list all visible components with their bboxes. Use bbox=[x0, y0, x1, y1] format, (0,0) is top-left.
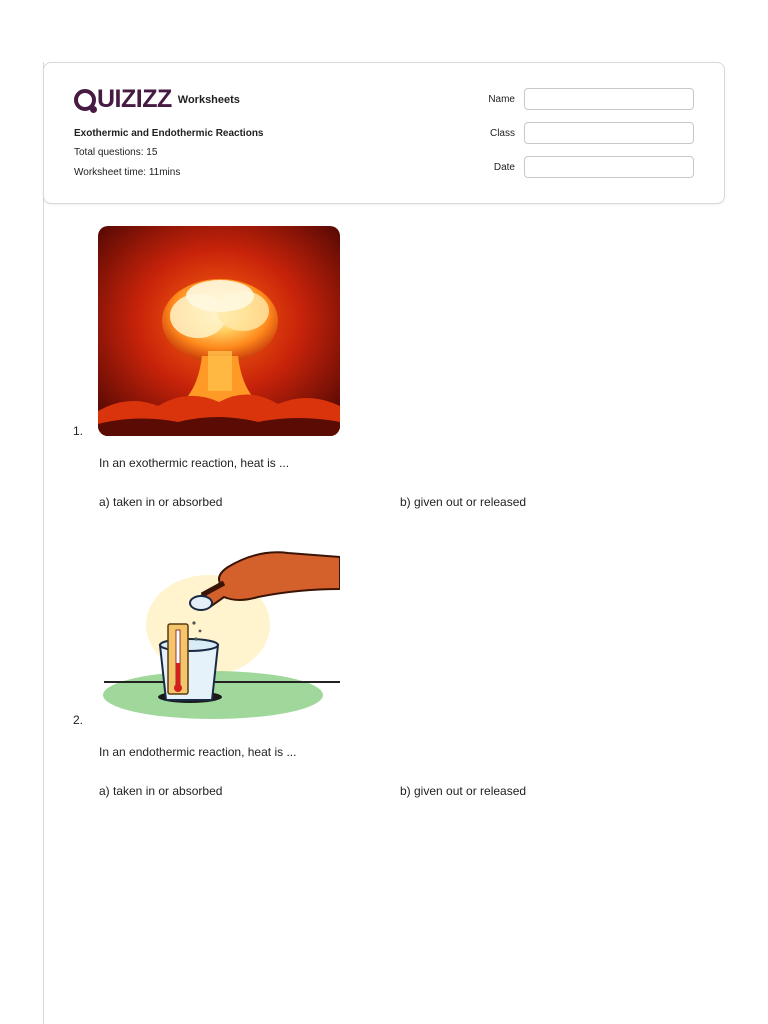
option-b[interactable]: b) given out or released bbox=[400, 495, 527, 509]
name-label: Name bbox=[488, 93, 515, 105]
logo-q-icon bbox=[74, 89, 96, 111]
question-number: 2. bbox=[73, 713, 84, 727]
option-a[interactable]: a) taken in or absorbed bbox=[99, 495, 223, 509]
beaker-thermometer-icon bbox=[98, 545, 340, 725]
date-label: Date bbox=[493, 161, 515, 173]
question-text: In an exothermic reaction, heat is ... bbox=[99, 456, 290, 470]
question-text: In an endothermic reaction, heat is ... bbox=[99, 745, 297, 759]
product-label: Worksheets bbox=[177, 93, 240, 106]
name-field[interactable] bbox=[524, 88, 694, 110]
class-label: Class bbox=[489, 127, 515, 139]
worksheet-time: Worksheet time: 11mins bbox=[74, 167, 181, 178]
explosion-icon bbox=[98, 226, 340, 436]
date-field[interactable] bbox=[524, 156, 694, 178]
worksheet-header bbox=[43, 62, 725, 204]
total-questions: Total questions: 15 bbox=[74, 147, 158, 158]
option-a[interactable]: a) taken in or absorbed bbox=[99, 784, 223, 798]
worksheet-title: Exothermic and Endothermic Reactions bbox=[74, 128, 264, 139]
name-row bbox=[475, 88, 694, 110]
quizizz-logo: UIZIZZ bbox=[74, 85, 172, 114]
date-row bbox=[475, 156, 694, 178]
class-row bbox=[475, 122, 694, 144]
worksheet-page bbox=[43, 62, 725, 1024]
question-number: 1. bbox=[73, 424, 84, 438]
option-b[interactable]: b) given out or released bbox=[400, 784, 527, 798]
brand bbox=[74, 85, 240, 114]
class-field[interactable] bbox=[524, 122, 694, 144]
